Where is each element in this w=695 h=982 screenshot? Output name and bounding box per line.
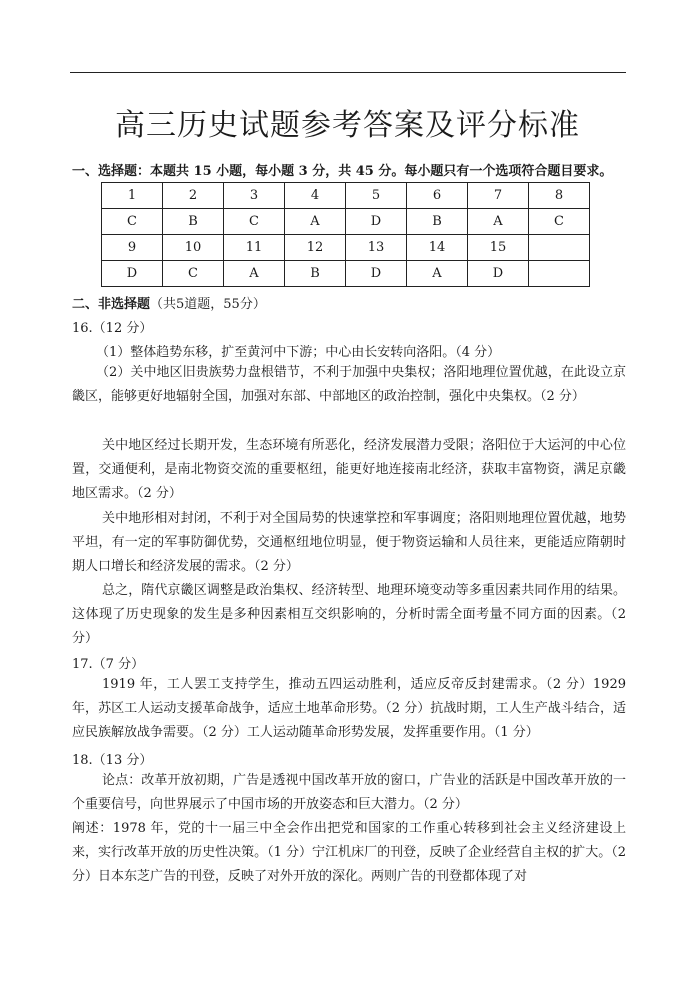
table-cell: 13	[346, 235, 407, 261]
table-cell: A	[285, 209, 346, 235]
page-title: 高三历史试题参考答案及评分标准	[115, 108, 580, 143]
table-cell: A	[224, 261, 285, 287]
table-cell: C	[163, 261, 224, 287]
header-rule	[70, 72, 626, 73]
table-cell: 4	[285, 183, 346, 209]
q17-answer: 1919 年，工人罢工支持学生，推动五四运动胜利，适应反帝反封建需求。（2 分）1929 年，苏区工人运动支援革命战争，适应土地革命形势。（2 分）抗战时期，工人生产战斗结合，适应民族解放战争需要。（2 分）工人运动随革命形势发展，发挥重要作用。（1 分）	[72, 677, 626, 741]
table-cell: D	[102, 261, 163, 287]
q16-summary: 总之，隋代京畿区调整是政治集权、经济转型、地理环境变动等多重因素共同作用的结果。这体现了历史现象的发生是多种因素相互交织影响的，分析时需全面考量不同方面的因素。（2 分）	[72, 583, 626, 647]
table-cell: 14	[407, 235, 468, 261]
table-cell: C	[529, 209, 590, 235]
q16-paragraph: 关中地区经过长期开发，生态环境有所恶化，经济发展潜力受限；洛阳位于大运河的中心位置，交通便利，是南北物资交流的重要枢纽，能更好地连接南北经济，获取丰富物资，满足京畿地区需求。（2 分）	[72, 438, 626, 502]
table-row	[102, 261, 590, 287]
q18-elaboration: 阐述：1978 年，党的十一届三中全会作出把党和国家的工作重心转移到社会主义经济建设上来，实行改革开放的历史性决策。（1 分）宁江机床厂的刊登，反映了企业经营自主权的扩大。（2 分）日本东芝广告的刊登，反映了对外开放的深化。两则广告的刊登都体现了对	[72, 821, 626, 885]
table-cell: C	[102, 209, 163, 235]
table-cell: A	[468, 209, 529, 235]
table-cell: 11	[224, 235, 285, 261]
table-cell: 15	[468, 235, 529, 261]
table-cell: D	[346, 209, 407, 235]
table-row	[102, 183, 590, 209]
table-cell: B	[285, 261, 346, 287]
table-cell	[529, 261, 590, 287]
table-cell: D	[346, 261, 407, 287]
table-cell: 3	[224, 183, 285, 209]
section2-heading	[72, 293, 266, 312]
table-cell: 9	[102, 235, 163, 261]
answer-table	[101, 182, 590, 287]
table-cell: B	[163, 209, 224, 235]
q16-part2: （2）关中地区旧贵族势力盘根错节，不利于加强中央集权；洛阳地理位置优越，在此设立京畿区，能够更好地辐射全国，加强对东部、中部地区的政治控制，强化中央集权。（2 分）	[72, 365, 626, 405]
table-cell: B	[407, 209, 468, 235]
table-cell: 7	[468, 183, 529, 209]
table-cell: D	[468, 261, 529, 287]
q17-label: 17.（7 分）	[72, 657, 145, 672]
table-row	[102, 209, 590, 235]
table-cell: 12	[285, 235, 346, 261]
q16-part1: （1）整体趋势东移，扩至黄河中下游；中心由长安转向洛阳。（4 分）	[96, 345, 501, 360]
table-cell: 5	[346, 183, 407, 209]
table-cell	[529, 235, 590, 261]
q16-label: 16.（12 分）	[72, 321, 153, 336]
table-cell: 8	[529, 183, 590, 209]
table-cell: 2	[163, 183, 224, 209]
section1-heading: 一、选择题：本题共 15 小题，每小题 3 分，共 45 分。每小题只有一个选项符合题目要求。	[72, 164, 613, 179]
q16-paragraph: 关中地形相对封闭，不利于对全国局势的快速掌控和军事调度；洛阳则地理位置优越，地势平坦，有一定的军事防御优势，交通枢纽地位明显，便于物资运输和人员往来，更能适应隋朝时期人口增长和经济发展的需求。（2 分）	[72, 511, 626, 575]
table-cell: 10	[163, 235, 224, 261]
q18-label: 18.（13 分）	[72, 753, 153, 768]
q18-thesis: 论点：改革开放初期，广告是透视中国改革开放的窗口，广告业的活跃是中国改革开放的一个重要信号，向世界展示了中国市场的开放姿态和巨大潜力。（2 分）	[72, 773, 626, 813]
table-row	[102, 235, 590, 261]
table-cell: A	[407, 261, 468, 287]
table-cell: C	[224, 209, 285, 235]
table-cell: 1	[102, 183, 163, 209]
table-cell: 6	[407, 183, 468, 209]
section2-title: 二、非选择题	[72, 297, 151, 312]
section2-note: （共5道题，55分）	[150, 297, 266, 312]
